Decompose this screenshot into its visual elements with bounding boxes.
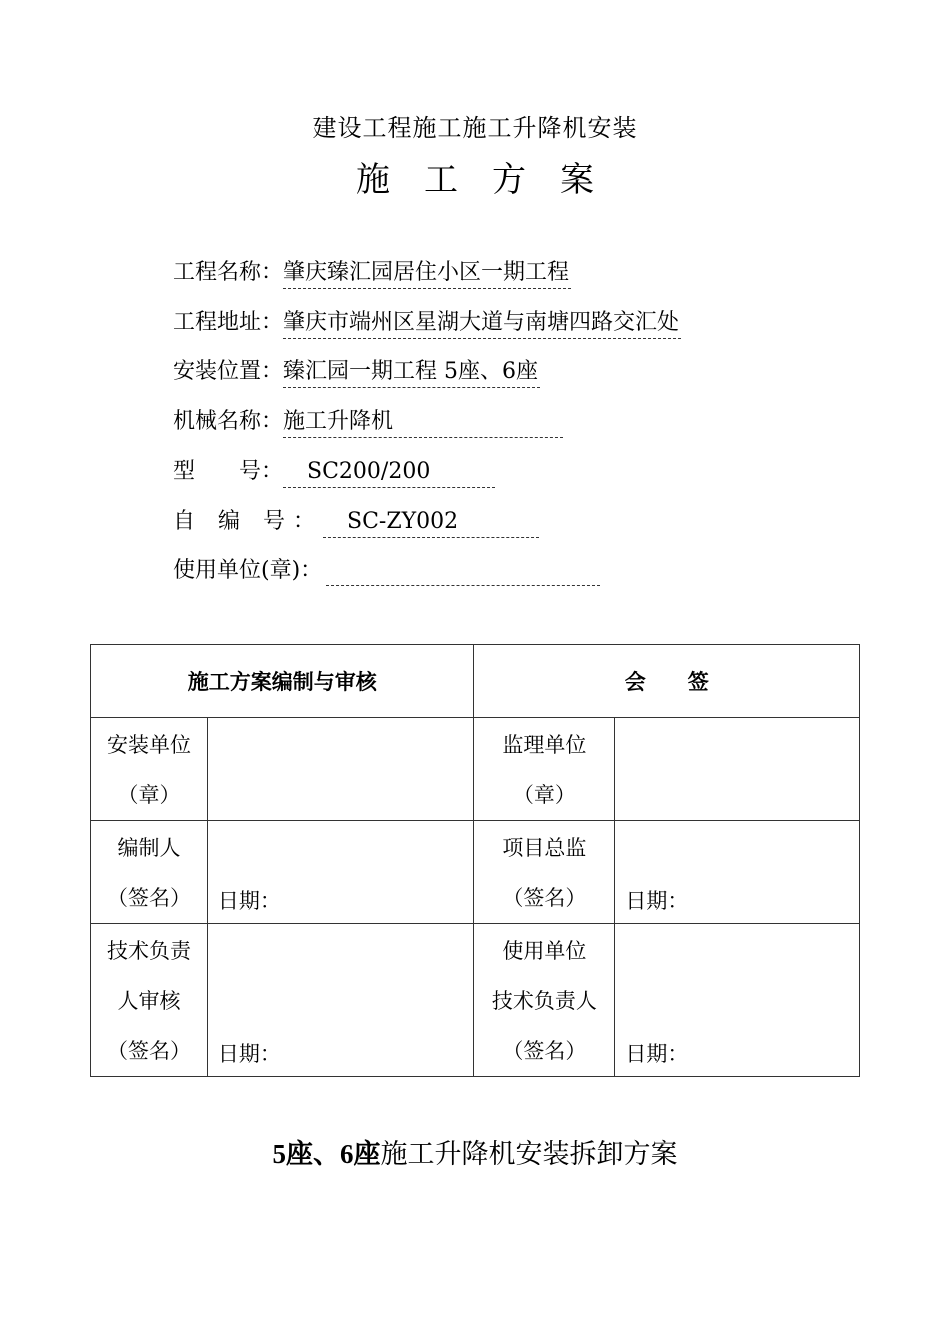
- user-unit-value: [326, 561, 600, 586]
- header-compile-review: 施工方案编制与审核: [91, 645, 474, 718]
- compiler-date-label: 日期：: [217, 889, 281, 913]
- supervision-unit-sign-cell[interactable]: [615, 718, 860, 821]
- chief-supervisor-date-label: 日期：: [625, 889, 689, 913]
- signoff-row-technical: [91, 924, 860, 1077]
- chief-supervisor-label: 项目总监 （签名）: [474, 821, 615, 924]
- project-address-label: 工程地址：: [173, 310, 284, 335]
- technical-reviewer-sign-cell[interactable]: [207, 924, 474, 1077]
- signoff-table: [90, 644, 860, 1077]
- user-unit-technical-date-label: 日期：: [625, 1042, 689, 1066]
- info-row-project-name: [173, 258, 571, 289]
- compiler-label: 编制人 （签名）: [91, 821, 208, 924]
- info-row-user-unit: [173, 556, 600, 586]
- signoff-row-compiler: [91, 821, 860, 924]
- technical-reviewer-date-label: 日期：: [217, 1042, 281, 1066]
- info-row-model: [173, 457, 495, 488]
- model-value: SC200/200: [283, 457, 495, 488]
- machine-name-value: 施工升降机: [283, 407, 563, 438]
- user-unit-technical-label: 使用单位 技术负责人 （签名）: [474, 924, 615, 1077]
- project-name-value: 肇庆臻汇园居住小区一期工程: [283, 258, 571, 289]
- project-address-value: 肇庆市端州区星湖大道与南塘四路交汇处: [283, 308, 681, 339]
- signoff-header-row: [91, 645, 860, 718]
- machine-name-label: 机械名称：: [173, 409, 284, 434]
- user-unit-label: 使用单位(章)：: [173, 558, 323, 583]
- header-countersign: 会 签: [474, 645, 860, 718]
- model-label: 型 号：: [173, 459, 284, 484]
- user-unit-technical-sign-cell[interactable]: [615, 924, 860, 1077]
- info-row-self-number: [173, 507, 539, 538]
- install-unit-sign-cell[interactable]: [207, 718, 474, 821]
- info-row-project-address: [173, 308, 681, 339]
- section-title: [0, 1132, 950, 1171]
- self-number-value: SC-ZY002: [323, 507, 539, 538]
- project-name-label: 工程名称：: [173, 260, 284, 285]
- section-title-buildings: 5座、6座: [272, 1139, 381, 1169]
- install-unit-label: 安装单位 （章）: [91, 718, 208, 821]
- self-number-label: 自 编 号：: [173, 509, 323, 534]
- chief-supervisor-sign-cell[interactable]: [615, 821, 860, 924]
- info-row-install-location: [173, 357, 540, 388]
- info-row-machine-name: [173, 407, 563, 438]
- document-title-line1: 建设工程施工施工升降机安装: [312, 114, 638, 142]
- section-title-text: 施工升降机安装拆卸方案: [380, 1139, 678, 1170]
- compiler-sign-cell[interactable]: [207, 821, 474, 924]
- supervision-unit-label: 监理单位 （章）: [474, 718, 615, 821]
- technical-reviewer-label: 技术负责 人审核 （签名）: [91, 924, 208, 1077]
- document-title-line2: 施工方案: [356, 160, 628, 200]
- install-location-value: 臻汇园一期工程 5座、6座: [283, 357, 540, 388]
- install-location-label: 安装位置：: [173, 359, 284, 384]
- signoff-row-install-unit: [91, 718, 860, 821]
